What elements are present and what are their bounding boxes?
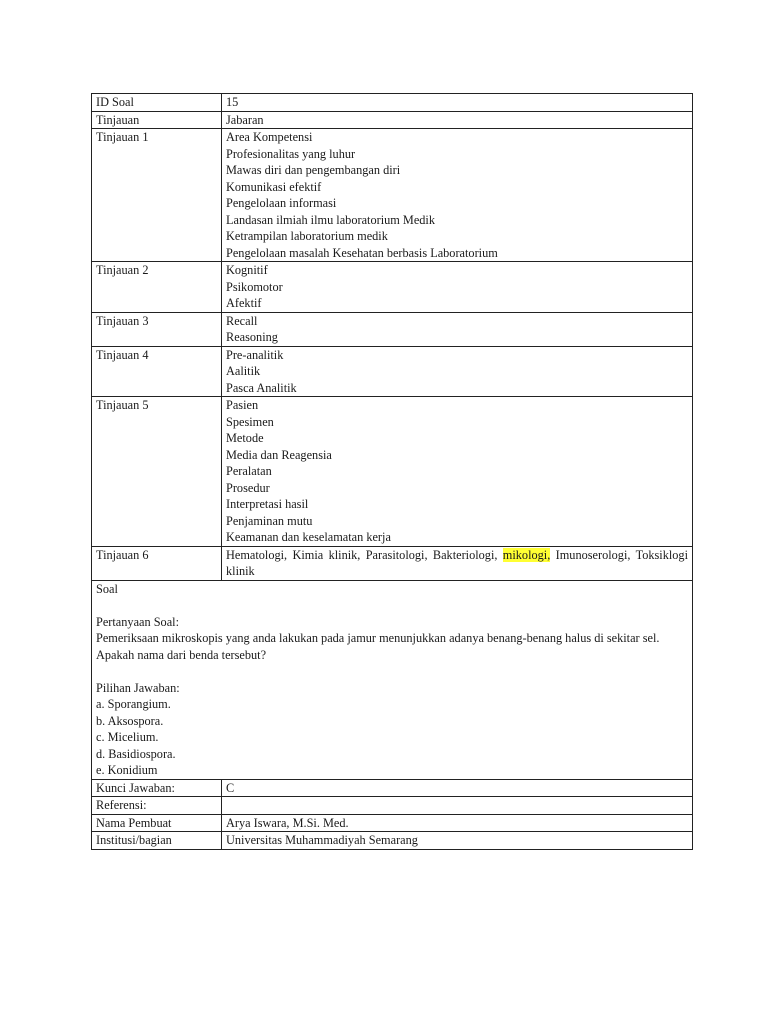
subject-list [226,547,688,580]
row-tinjauan-2 [92,262,693,313]
value-tinjauan-4 [222,346,693,397]
label-tinjauan-6: Tinjauan 6 [92,546,222,580]
row-tinjauan-1 [92,129,693,262]
list-item: Pre-analitik [226,347,284,362]
value-institusi: Universitas Muhammadiyah Semarang [222,832,693,850]
label-institusi: Institusi/bagian [92,832,222,850]
row-tinjauan-5 [92,397,693,547]
value-tinjauan-1 [222,129,693,262]
value-tinjauan-5 [222,397,693,547]
label-tinjauan: Tinjauan [92,111,222,129]
value-id-soal: 15 [222,94,693,112]
list-item: Kognitif [226,263,268,277]
list-item: Landasan ilmiah ilmu laboratorium Medik [226,212,435,227]
question-text: Pemeriksaan mikroskopis yang anda lakukan pada jamur menunjukkan adanya benang-benang halus di sekitar sel. [96,631,660,645]
list-item: Afektif [226,296,262,310]
row-referensi [92,797,693,815]
question-card-table [91,93,693,850]
list-item: Pasca Analitik [226,380,297,395]
row-nama-pembuat [92,814,693,832]
list-item: Prosedur [226,480,270,495]
value-tinjauan-6 [222,546,693,580]
list-item: Interpretasi hasil [226,497,309,511]
list-item: Pengelolaan masalah Kesehatan berbasis Laboratorium [226,245,498,260]
row-institusi [92,832,693,850]
answer-option: b. Aksospora. [96,713,164,728]
list-item: Media dan Reagensia [226,447,332,462]
row-id-soal [92,94,693,112]
list-item: Area Kompetensi [226,130,313,144]
list-item: Aalitik [226,364,261,378]
label-id-soal: ID Soal [92,94,222,112]
row-tinjauan [92,111,693,129]
list-item: Profesionalitas yang luhur [226,146,356,161]
answer-option: d. Basidiospora. [96,746,176,761]
value-kunci-jawaban: C [222,779,693,797]
row-tinjauan-3 [92,312,693,346]
list-item: Pengelolaan informasi [226,196,337,210]
row-tinjauan-6 [92,546,693,580]
question-heading: Pertanyaan Soal: [96,614,179,629]
value-tinjauan-3 [222,312,693,346]
label-kunci-jawaban: Kunci Jawaban: [92,779,222,797]
options-heading: Pilihan Jawaban: [96,680,180,695]
subject-text-after: Imunoserologi, Toksiklogi klinik [226,547,689,578]
list-item: Keamanan dan keselamatan kerja [226,530,391,544]
value-tinjauan: Jabaran [222,111,693,129]
label-referensi: Referensi: [92,797,222,815]
label-tinjauan-1: Tinjauan 1 [92,129,222,262]
highlighted-subject: mikologi, [502,547,551,562]
answer-option: a. Sporangium. [96,697,171,711]
list-item: Penjaminan mutu [226,513,313,528]
list-item: Reasoning [226,330,278,344]
list-item: Spesimen [226,414,274,429]
label-tinjauan-4: Tinjauan 4 [92,346,222,397]
list-item: Psikomotor [226,279,283,294]
list-item: Ketrampilan laboratorium medik [226,229,388,243]
soal-cell [92,580,693,779]
value-referensi [222,797,693,815]
value-tinjauan-2 [222,262,693,313]
soal-label: Soal [96,581,118,596]
list-item: Komunikasi efektif [226,179,322,194]
label-nama-pembuat: Nama Pembuat [92,814,222,832]
value-nama-pembuat: Arya Iswara, M.Si. Med. [222,814,693,832]
list-item: Mawas diri dan pengembangan diri [226,163,401,177]
label-tinjauan-3: Tinjauan 3 [92,312,222,346]
list-item: Pasien [226,398,259,412]
answer-option: c. Micelium. [96,730,159,744]
list-item: Peralatan [226,464,272,478]
list-item: Recall [226,313,258,328]
list-item: Metode [226,431,264,445]
label-tinjauan-5: Tinjauan 5 [92,397,222,547]
answer-option: e. Konidium [96,763,158,777]
row-kunci-jawaban [92,779,693,797]
row-soal [92,580,693,779]
row-tinjauan-4 [92,346,693,397]
label-tinjauan-2: Tinjauan 2 [92,262,222,313]
subject-text-before: Hematologi, Kimia klinik, Parasitologi, Bakteriologi, [226,547,503,562]
question-ask: Apakah nama dari benda tersebut? [96,647,267,662]
